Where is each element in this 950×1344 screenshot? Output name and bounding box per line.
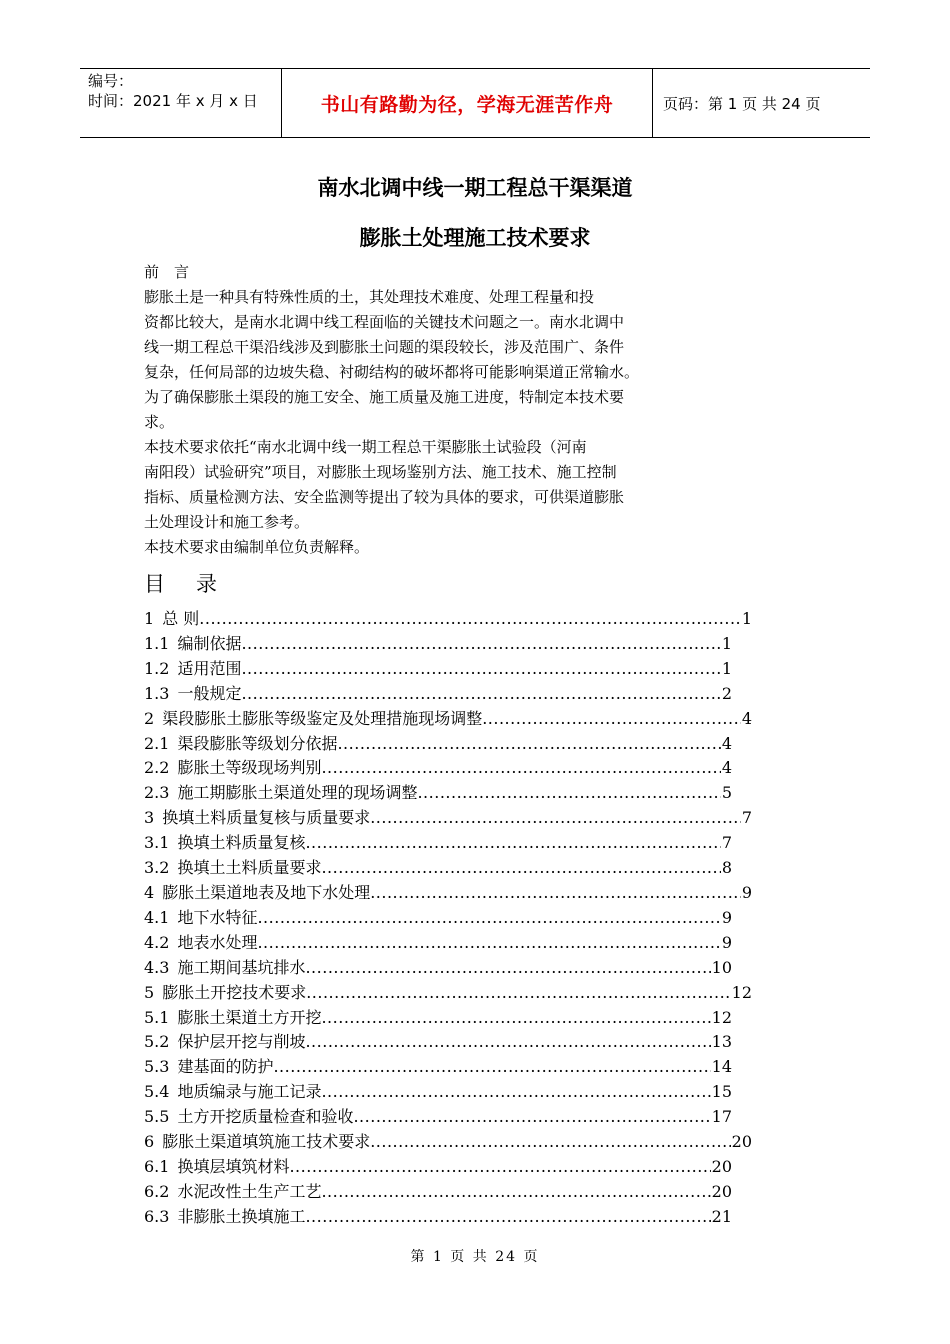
- toc-entry-page: 1: [741, 609, 752, 628]
- toc-entry-label: 适用范围: [177, 658, 242, 678]
- toc-entry-label: 地质编录与施工记录: [177, 1082, 322, 1102]
- toc-entry-page: 7: [721, 833, 732, 853]
- toc-entry-number: 4: [144, 882, 155, 902]
- toc-dot-leader: [370, 1130, 730, 1155]
- toc-entry[interactable]: [144, 632, 732, 657]
- toc-entry-number: 1: [144, 609, 155, 628]
- toc-entry-number: 6: [144, 1132, 155, 1152]
- toc-entry-number: 5.4: [144, 1082, 170, 1102]
- toc-entry-number: 1.3: [144, 683, 170, 703]
- toc-dot-leader: [337, 732, 720, 757]
- toc-entry[interactable]: [144, 682, 732, 707]
- toc-entry-label: 膨胀土渠道地表及地下水处理: [162, 882, 371, 902]
- document-title-line2: 膨胀土处理施工技术要求: [359, 226, 591, 250]
- toc-entry-page: 21: [711, 1206, 732, 1226]
- toc-entry-number: 3.1: [144, 833, 170, 853]
- toc-entry-number: 3.2: [144, 858, 170, 878]
- toc-entry[interactable]: [144, 1130, 752, 1155]
- toc-entry-number: 1.1: [144, 633, 170, 653]
- header-page-info: 页码：第 1 页 共 24 页: [663, 94, 821, 113]
- preface-line: 膨胀土是一种具有特殊性质的土，其处理技术难度、处理工程量和投: [144, 288, 595, 306]
- toc-dot-leader: [321, 1006, 710, 1031]
- page-footer: 第 1 页 共 24 页: [410, 1249, 540, 1265]
- toc-dot-leader: [257, 931, 720, 956]
- toc-entry-number: 5.5: [144, 1107, 170, 1127]
- toc-entry-page: 9: [721, 932, 732, 952]
- toc-dot-leader: [306, 981, 730, 1006]
- toc-dot-leader: [241, 682, 720, 707]
- toc-entry-label: 换填层填筑材料: [177, 1156, 290, 1176]
- preface-line: 线一期工程总干渠沿线涉及到膨胀土问题的渠段较长，涉及范围广、条件: [144, 338, 625, 356]
- toc-entry-page: 20: [711, 1181, 732, 1201]
- preface-line: 为了确保膨胀土渠段的施工安全、施工质量及施工进度，特制定本技术要: [144, 388, 625, 406]
- toc-entry-label: 非膨胀土换填施工: [177, 1206, 306, 1226]
- toc-dot-leader: [321, 1180, 710, 1205]
- toc-entry-page: 13: [711, 1032, 732, 1052]
- toc-entry-label: 土方开挖质量检查和验收: [177, 1107, 354, 1127]
- toc-entry-page: 4: [721, 758, 732, 778]
- header-motto: 书山有路勤为径，学海无涯苦作舟: [282, 69, 653, 137]
- toc-entry-page: 15: [711, 1082, 732, 1102]
- preface-line: 资都比较大，是南水北调中线工程面临的关键技术问题之一。南水北调中: [144, 313, 625, 331]
- toc-entry[interactable]: [144, 1205, 732, 1230]
- toc-entry-label: 地表水处理: [177, 932, 258, 952]
- preface-line: 本技术要求依托“南水北调中线一期工程总干渠膨胀土试验段（河南: [144, 438, 587, 456]
- toc-entry-page: 7: [741, 808, 752, 828]
- toc-entry-page: 8: [721, 858, 732, 878]
- toc-entry-page: 20: [711, 1156, 732, 1176]
- toc-dot-leader: [370, 806, 741, 831]
- toc-dot-leader: [257, 906, 720, 931]
- toc-entry[interactable]: [144, 931, 732, 956]
- toc-entry-label: 一般规定: [177, 683, 242, 703]
- toc-dot-leader: [289, 1155, 710, 1180]
- toc-entry-label: 保护层开挖与削坡: [177, 1032, 306, 1052]
- toc-entry-number: 2: [144, 708, 155, 728]
- toc-dot-leader: [482, 707, 741, 732]
- toc-entry-label: 施工期膨胀土渠道处理的现场调整: [177, 783, 418, 803]
- toc-entry-label: 渠段膨胀等级划分依据: [177, 733, 338, 753]
- toc-entry-label: 建基面的防护: [177, 1057, 274, 1077]
- toc-entry-number: 5.3: [144, 1057, 170, 1077]
- toc-entry[interactable]: [144, 1055, 732, 1080]
- preface-line: 土处理设计和施工参考。: [144, 513, 310, 531]
- toc-entry[interactable]: [144, 1080, 732, 1105]
- toc-entry[interactable]: [144, 981, 752, 1006]
- toc-entry[interactable]: [144, 856, 732, 881]
- toc-dot-leader: [241, 657, 720, 682]
- toc-dot-leader: [305, 1205, 710, 1230]
- toc-entry[interactable]: [144, 806, 752, 831]
- toc-entry[interactable]: [144, 1006, 732, 1031]
- toc-entry-page: 1: [721, 633, 732, 653]
- toc-entry[interactable]: [144, 881, 752, 906]
- toc-heading-char-2: 录: [196, 572, 217, 596]
- toc-entry-number: 4.3: [144, 957, 170, 977]
- toc-entry[interactable]: [144, 756, 732, 781]
- toc-heading: [144, 568, 217, 598]
- toc-dot-leader: [305, 956, 710, 981]
- toc-entry-label: 膨胀土等级现场判别: [177, 758, 322, 778]
- toc-entry[interactable]: [144, 831, 732, 856]
- preface-line: 复杂，任何局部的边坡失稳、衬砌结构的破坏都将可能影响渠道正常输水。: [144, 363, 640, 381]
- toc-entry-page: 9: [721, 907, 732, 927]
- toc-entry-number: 4.2: [144, 932, 170, 952]
- document-header: [80, 68, 870, 138]
- toc-entry[interactable]: [144, 1155, 732, 1180]
- toc-dot-leader: [305, 1030, 710, 1055]
- toc-dot-leader: [321, 856, 720, 881]
- toc-entry-number: 1.2: [144, 658, 170, 678]
- preface-line: 求。: [144, 413, 175, 431]
- toc-entry-label: 膨胀土渠道土方开挖: [177, 1007, 322, 1027]
- preface-line: 指标、质量检测方法、安全监测等提出了较为具体的要求，可供渠道膨胀: [144, 488, 625, 506]
- toc-dot-leader: [241, 632, 720, 657]
- toc-entry-number: 4.1: [144, 907, 170, 927]
- toc-entry-number: 5: [144, 982, 155, 1002]
- toc-dot-leader: [273, 1055, 710, 1080]
- toc-entry-page: 4: [741, 708, 752, 728]
- toc-entry[interactable]: [144, 707, 752, 732]
- toc-entry-label: 渠段膨胀土膨胀等级鉴定及处理措施现场调整: [162, 708, 483, 728]
- toc-entry-page: 5: [721, 783, 732, 803]
- toc-entry-page: 9: [741, 882, 752, 902]
- table-of-contents: [144, 607, 764, 1230]
- toc-entry[interactable]: [144, 732, 732, 757]
- toc-entry-page: 12: [731, 982, 752, 1002]
- toc-entry-label: 地下水特征: [177, 907, 258, 927]
- toc-entry-label: 换填土土料质量要求: [177, 858, 322, 878]
- toc-entry[interactable]: [144, 906, 732, 931]
- toc-entry-label: 水泥改性土生产工艺: [177, 1181, 322, 1201]
- toc-entry[interactable]: [144, 657, 732, 682]
- toc-entry-number: 6.1: [144, 1156, 170, 1176]
- toc-entry-page: 12: [711, 1007, 732, 1027]
- toc-entry-page: 17: [711, 1107, 732, 1127]
- toc-dot-leader: [370, 881, 741, 906]
- toc-entry-number: 5.2: [144, 1032, 170, 1052]
- toc-entry-label: 换填土料质量复核与质量要求: [162, 808, 371, 828]
- toc-entry-page: 2: [721, 683, 732, 703]
- preface-section: [144, 260, 704, 560]
- toc-entry-number: 6.3: [144, 1206, 170, 1226]
- preface-line: 本技术要求由编制单位负责解释。: [144, 538, 370, 556]
- toc-entry-label: 总 则: [162, 609, 200, 628]
- toc-entry-label: 编制依据: [177, 633, 242, 653]
- header-meta: [80, 69, 282, 137]
- serial-label: 编号：: [88, 72, 134, 90]
- date-label: 时间：2021 年 x 月 x 日: [88, 92, 258, 110]
- toc-entry[interactable]: [144, 781, 732, 806]
- toc-entry-number: 5.1: [144, 1007, 170, 1027]
- toc-entry[interactable]: [144, 1180, 732, 1205]
- preface-line: 南阳段）试验研究”项目，对膨胀土现场鉴别方法、施工技术、施工控制: [144, 463, 617, 481]
- preface-heading: 前 言: [144, 263, 190, 281]
- toc-entry[interactable]: [144, 1105, 732, 1130]
- toc-entry-label: 施工期间基坑排水: [177, 957, 306, 977]
- toc-dot-leader: [321, 756, 720, 781]
- toc-entry-page: 20: [731, 1132, 752, 1152]
- toc-dot-leader: [321, 1080, 710, 1105]
- toc-entry[interactable]: [144, 607, 752, 632]
- toc-dot-leader: [199, 607, 741, 632]
- document-title-line1: 南水北调中线一期工程总干渠渠道: [317, 176, 633, 200]
- toc-entry-label: 膨胀土开挖技术要求: [162, 982, 307, 1002]
- toc-entry-page: 10: [711, 957, 732, 977]
- toc-dot-leader: [305, 831, 720, 856]
- toc-entry-label: 换填土料质量复核: [177, 833, 306, 853]
- toc-entry-number: 3: [144, 808, 155, 828]
- toc-dot-leader: [353, 1105, 710, 1130]
- toc-entry-number: 2.2: [144, 758, 170, 778]
- toc-dot-leader: [417, 781, 720, 806]
- toc-entry-page: 1: [721, 658, 732, 678]
- toc-entry-number: 2.3: [144, 783, 170, 803]
- toc-entry-label: 膨胀土渠道填筑施工技术要求: [162, 1132, 371, 1152]
- toc-entry-number: 2.1: [144, 733, 170, 753]
- toc-entry-number: 6.2: [144, 1181, 170, 1201]
- preface-body: [144, 285, 704, 560]
- toc-entry[interactable]: [144, 1030, 732, 1055]
- toc-entry-page: 4: [721, 733, 732, 753]
- toc-entry[interactable]: [144, 956, 732, 981]
- toc-heading-char-1: 目: [144, 572, 165, 596]
- toc-entry-page: 14: [711, 1057, 732, 1077]
